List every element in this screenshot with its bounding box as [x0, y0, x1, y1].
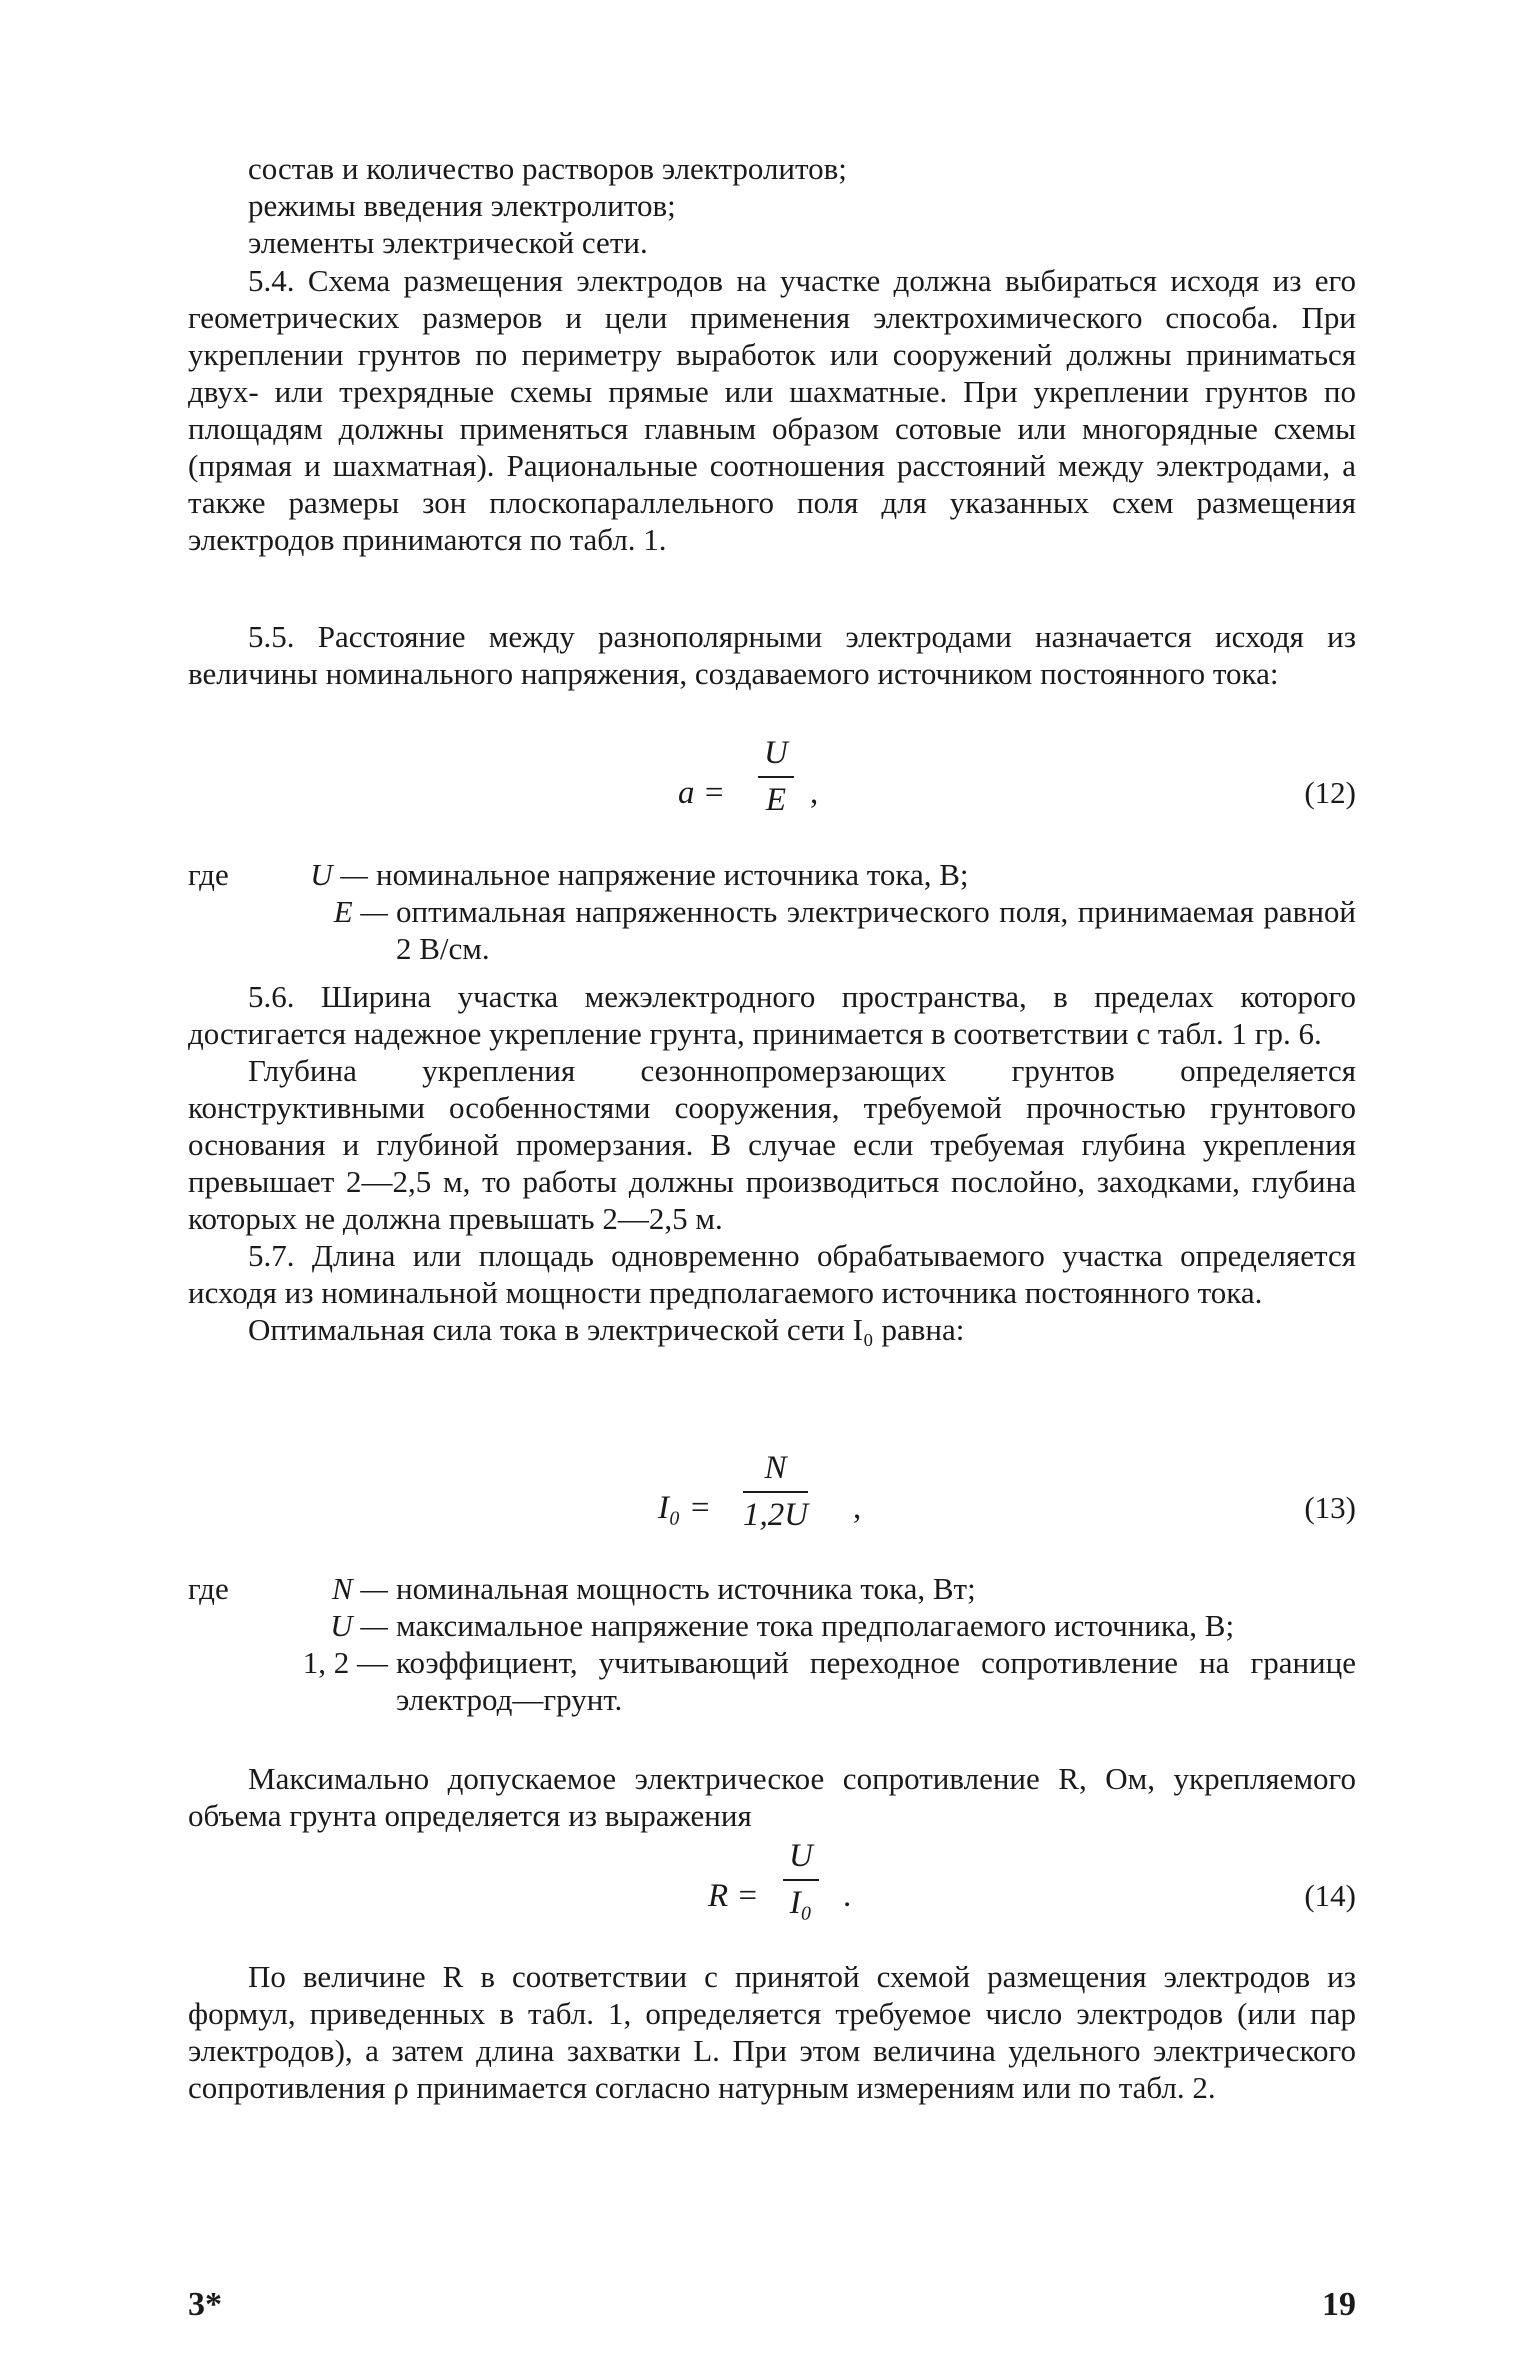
where-label: где — [188, 857, 229, 892]
list-item: режимы введения электролитов; — [248, 188, 676, 223]
list-item: элементы электрической сети. — [248, 225, 648, 260]
equation-number: (12) — [1304, 775, 1356, 810]
definition-text: максимальное напряжение тока предполагаемого источника, В; — [396, 1608, 1235, 1643]
formula-tail: , — [853, 1490, 862, 1526]
equation-number: (14) — [1304, 1878, 1356, 1913]
definition-text: номинальная мощность источника тока, Вт; — [396, 1571, 976, 1606]
definition-symbol: 1, 2 — — [302, 1645, 388, 1680]
formula-denominator: I₀ — [789, 1885, 813, 1921]
paragraph-5-4: 5.4. Схема размещения электродов на участке должна выбираться исходя из его геометрических размеров и цели применения электрохимического способа. При укреплении грунтов по периметру выработок или сооружений должны приниматься двух- или трехрядные схемы прямые или шахматные. При укреплении грунтов по площадям должны применяться главным образом сотовые или многорядные схемы (прямая и шахматная). Рациональные соотношения расстояний между электродами, а также размеры зон плоскопараллельного поля для указанных схем размещения электродов принимаются по табл. 1. — [188, 263, 1356, 557]
definition-symbol: N — — [332, 1571, 388, 1606]
formula-denominator: E — [765, 782, 786, 818]
formula-numerator: U — [758, 735, 794, 778]
definition-symbol: U — — [330, 1608, 388, 1643]
page-number: 19 — [1322, 2286, 1356, 2323]
formula-denominator: 1,2U — [743, 1497, 809, 1533]
formula-14 — [188, 1838, 1356, 1958]
formula-13 — [188, 1450, 1356, 1570]
section-5-6 — [188, 978, 1356, 1348]
formula-numerator: N — [743, 1450, 808, 1493]
definitions-13 — [188, 1570, 1356, 1718]
definition-row — [188, 1644, 1356, 1718]
formula-lhs: a = — [678, 775, 726, 811]
definition-text: номинальное напряжение источника тока, В; — [376, 857, 969, 892]
definition-row — [188, 856, 1356, 893]
definition-symbol: U — — [310, 857, 368, 892]
formula-tail: . — [843, 1878, 852, 1914]
section-5-4 — [188, 262, 1356, 558]
equation-number: (13) — [1304, 1490, 1356, 1525]
paragraph-max-resistance: Максимально допускаемое электрическое сопротивление R, Ом, укрепляемого объема грунта определяется из выражения — [188, 1761, 1356, 1833]
definition-text: оптимальная напряженность электрического поля, принимаемая равной 2 В/см. — [396, 894, 1356, 966]
paragraph-5-6: 5.6. Ширина участка межэлектродного пространства, в пределах которого достигается надежное укрепление грунта, принимается в соответствии с табл. 1 гр. 6. — [188, 979, 1356, 1051]
paragraph-depth: Глубина укрепления сезоннопромерзающих грунтов определяется конструктивными особенностями сооружения, требуемой прочностью грунтового основания и глубиной промерзания. В случае если требуемая глубина укрепления превышает 2—2,5 м, то работы должны производиться послойно, заходками, глубина которых не должна превышать 2—2,5 м. — [188, 1053, 1356, 1236]
list-item: состав и количество растворов электролитов; — [248, 151, 847, 186]
definition-row — [188, 893, 1356, 967]
definitions-12 — [188, 856, 1356, 967]
formula-lhs: R = — [708, 1878, 759, 1914]
formula-fraction — [743, 1450, 808, 1534]
where-label: где — [188, 1571, 229, 1606]
signature-mark: 3* — [188, 2286, 222, 2323]
paragraph-5-5: 5.5. Расстояние между разнополярными электродами назначается исходя из величины номинального напряжения, создаваемого источником постоянного тока: — [188, 619, 1356, 691]
formula-12 — [188, 735, 1356, 855]
formula-fraction — [758, 735, 794, 819]
definition-row — [188, 1607, 1356, 1644]
formula-lhs: I₀ = — [658, 1490, 711, 1526]
intro-list — [188, 150, 1356, 261]
paragraph-5-7: 5.7. Длина или площадь одновременно обрабатываемого участка определяется исходя из номинальной мощности предполагаемого источника постоянного тока. — [188, 1238, 1356, 1310]
definition-symbol: E — — [333, 894, 388, 929]
paragraph-final: По величине R в соответствии с принятой схемой размещения электродов из формул, приведенных в табл. 1, определяется требуемое число электродов (или пар электродов), а затем длина захватки L. При этом величина удельного электрического сопротивления ρ принимается согласно натурным измерениям или по табл. 2. — [188, 1959, 1356, 2105]
formula-tail: , — [810, 775, 819, 811]
section-final — [188, 1958, 1356, 2106]
definition-text: коэффициент, учитывающий переходное сопротивление на границе электрод—грунт. — [396, 1645, 1356, 1717]
paragraph-optimal-current: Оптимальная сила тока в электрической сети I₀ равна: — [248, 1312, 965, 1347]
section-5-5 — [188, 618, 1356, 692]
formula-numerator: U — [783, 1838, 819, 1881]
formula-fraction — [783, 1838, 819, 1922]
section-max-resistance — [188, 1760, 1356, 1834]
definition-row — [188, 1570, 1356, 1607]
